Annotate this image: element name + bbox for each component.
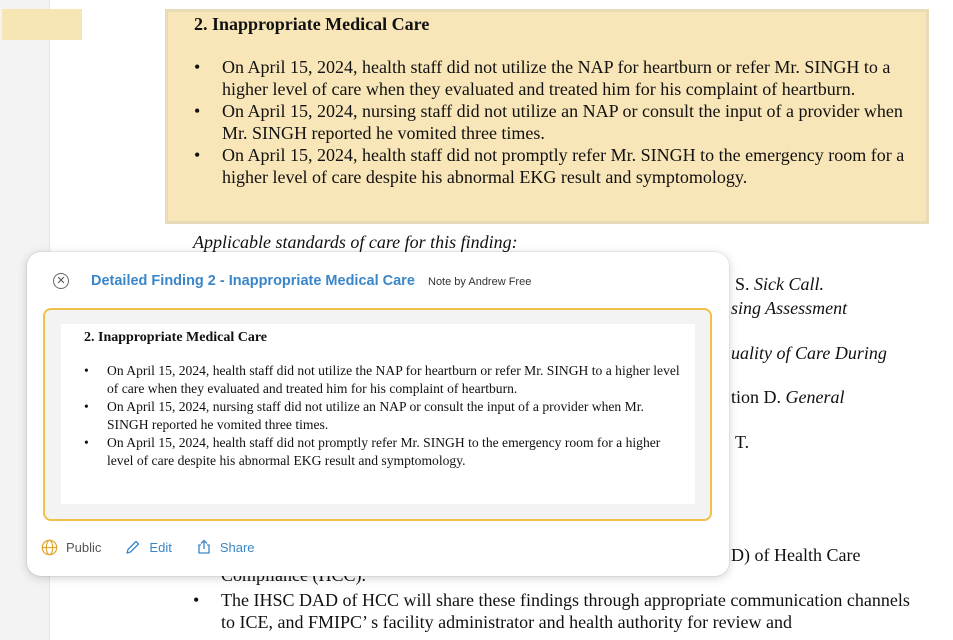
snippet-bullets: [84, 362, 684, 470]
share-label: Share: [219, 539, 255, 555]
doc-bottom-bullets: [193, 589, 913, 633]
public-button[interactable]: [41, 539, 101, 556]
share-button[interactable]: [196, 539, 255, 555]
note-actions: [41, 535, 279, 559]
finding-bullet: • On April 15, 2024, nursing staff did not utilize an NAP or consult the input of a provider when Mr. SINGH reported he vomited three times.: [194, 100, 916, 144]
pencil-icon: [125, 539, 141, 555]
finding-bullets: [194, 56, 916, 188]
snippet-title: 2. Inappropriate Medical Care: [84, 330, 268, 345]
close-circle-icon[interactable]: ✕: [53, 273, 69, 289]
standards-heading: Applicable standards of care for this finding:: [193, 232, 518, 252]
snippet-bullet: • On April 15, 2024, nursing staff did not utilize an NAP or consult the input of a provider when Mr. SINGH reported he vomited three times.: [84, 398, 684, 434]
doc-fragment: sing Assessment: [731, 298, 848, 318]
doc-fragment: S. Sick Call.: [735, 274, 825, 294]
note-snippet-image: [61, 324, 695, 504]
note-title[interactable]: Detailed Finding 2 - Inappropriate Medical Care: [91, 273, 415, 289]
finding-bullet: • On April 15, 2024, health staff did not utilize the NAP for heartburn or refer Mr. SINGH to a higher level of care when they evaluated and treated him for his complaint of heartburn.: [194, 56, 916, 100]
edit-button[interactable]: [125, 539, 171, 555]
finding-bullet: • On April 15, 2024, health staff did not promptly refer Mr. SINGH to the emergency room for a higher level of care despite his abnormal EKG result and symptomology.: [194, 144, 916, 188]
doc-bullet: • The IHSC DAD of HCC will share these findings through appropriate communication channels to ICE, and FMIPC’ s facility administrator and health authority for review and: [193, 589, 913, 633]
note-snippet-frame[interactable]: [43, 308, 712, 521]
doc-fragment: D) of Health Care: [731, 545, 861, 565]
doc-fragment: T.: [735, 432, 750, 452]
note-author: Note by Andrew Free: [428, 276, 532, 288]
snippet-bullet: • On April 15, 2024, health staff did not promptly refer Mr. SINGH to the emergency room for a higher level of care despite his abnormal EKG result and symptomology.: [84, 434, 684, 470]
edit-label: Edit: [149, 539, 172, 555]
globe-icon: [41, 539, 58, 556]
public-label: Public: [66, 539, 102, 555]
finding-title: 2. Inappropriate Medical Care: [194, 14, 430, 34]
doc-fragment: tion D. General: [731, 387, 845, 407]
share-icon: [196, 539, 212, 555]
doc-fragment: uality of Care During: [731, 343, 887, 363]
note-popup: [27, 252, 729, 576]
snippet-bullet: • On April 15, 2024, health staff did not utilize the NAP for heartburn or refer Mr. SINGH to a higher level of care when they evaluated and treated him for his complaint of heartburn.: [84, 362, 684, 398]
highlighted-finding[interactable]: [165, 9, 929, 224]
